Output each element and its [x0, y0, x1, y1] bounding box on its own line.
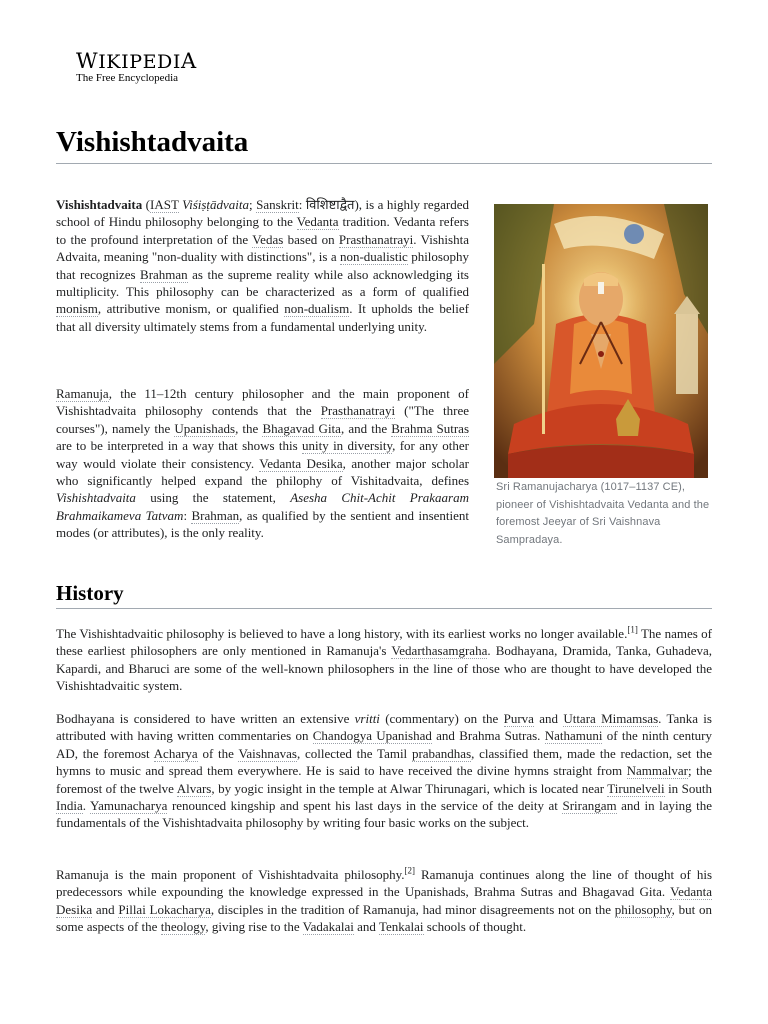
text-run: , as qualified by the sentient and insentient modes (or attributes), is the only reality. [56, 507, 469, 541]
history-paragraph-2 [56, 710, 712, 832]
text-run: . Vishishta Advaita, meaning "non-duality with distinctions", is a [56, 231, 469, 265]
wiki-link[interactable]: Chandogya Upanishad [312, 728, 432, 744]
text-run: , classified them, made the redaction, set the hymns to music and spread them everywhere. He is said to have received the divine hymns straight from [56, 745, 712, 779]
caption-link[interactable]: Sri Ramanujacharya [496, 481, 598, 493]
text-run: philosophy that recognizes [56, 249, 469, 282]
text-run: . Bodhayana, Dramida, Tanka, Guhadeva, Kapardi, and Bharuci are some of the well-known philosophers in the line of those who are thought to have developed the Vishishtadvaitic system. [56, 643, 712, 694]
caption-text: (1017–1137 CE), pioneer of Vishishtadvaita Vedanta and the foremost Jeeyar of Sri Vaishnava Sampradaya. [496, 481, 710, 546]
history-paragraph-3 [56, 866, 712, 936]
wiki-link[interactable]: Acharya [153, 745, 198, 761]
text-run: , giving rise to the [205, 919, 303, 935]
ramanujacharya-image[interactable] [494, 204, 708, 478]
text-run: ; [249, 197, 257, 212]
text-run: : विशिष्टाद्वैत), is a highly regarded school of Hindu philosophy belonging to the [56, 197, 469, 230]
wiki-link[interactable]: Brahman [140, 266, 188, 282]
text-run: Ramanuja continues along the line of thought of his predecessors while expounding the knowledge expressed in the Upanishads, Brahma Sutras and Bhagavad Gita. [56, 867, 712, 900]
wiki-link[interactable]: Prasthanatrayi [320, 403, 396, 419]
wiki-link[interactable]: non-dualistic [339, 249, 408, 265]
text-run: and Brahma Sutras. [431, 728, 545, 744]
bold-term: Vishishtadvaita [56, 197, 143, 212]
wiki-link[interactable]: Brahma Sutras [391, 420, 470, 436]
italic-term: Viśiṣṭādvaita [182, 197, 250, 212]
text-run: using the statement, [135, 490, 291, 506]
wiki-link[interactable]: Prasthanatrayi [338, 231, 414, 247]
text-run: schools of thought. [423, 919, 527, 935]
italic-term: Vishishtadvaita [56, 490, 136, 506]
text-run: , the [235, 420, 263, 436]
text-run: and in laying the fundamentals of the Vishishtadvaita philosophy by writing four basic works on the subject. [56, 798, 713, 831]
wiki-link[interactable]: Purva [503, 711, 534, 726]
text-run: ( [142, 197, 150, 212]
text-run: , disciples in the tradition of Ramanuja, had minor disagreements not on the [210, 901, 615, 917]
wiki-link[interactable]: Brahman [191, 507, 240, 523]
text-run: in South [664, 780, 712, 796]
wiki-link[interactable]: Yamunacharya [90, 798, 168, 814]
wiki-link[interactable]: Nathamuni [544, 728, 603, 744]
wiki-link[interactable]: Srirangam [562, 798, 617, 814]
text-run: ; the foremost of the twelve [56, 763, 712, 796]
text-run: are to be interpreted in a way that shows this [56, 438, 303, 454]
italic-term: vritti [354, 711, 380, 726]
wiki-link[interactable]: Bhagavad Gita [262, 420, 341, 436]
text-run: of the ninth century AD, the foremost [56, 728, 713, 761]
text-run: : [183, 507, 192, 523]
text-run: tradition. Vedanta refers to the profound interpretation of the [56, 214, 469, 247]
citation-link[interactable]: [1] [627, 624, 638, 635]
text-run: , the 11–12th century philosopher and the main proponent of Vishishtadvaita philosophy contends that the [56, 386, 469, 419]
text-run: ("The three courses"), namely the [56, 403, 469, 436]
wiki-link[interactable]: Vedanta [296, 214, 339, 230]
text-run: , and the [340, 420, 392, 436]
text-run: based on [283, 231, 339, 247]
wikipedia-wordmark: WIKIPEDIA [76, 49, 197, 73]
italic-term: Asesha Chit-Achit Prakaaram Brahmaikameva Tatvam [56, 490, 469, 523]
wiki-link[interactable]: Upanishads [174, 420, 236, 436]
text-run: as the supreme reality while also acknowledging its multiplicity. This philosophy can be characterized as a form of qualified [56, 266, 469, 300]
ramanujacharya-painting-icon [494, 204, 708, 478]
text-run: The names of these earliest philosophers are only mentioned in Ramanuja's [56, 626, 712, 659]
text-run: , but on some aspects of the [56, 901, 712, 935]
wikipedia-logo[interactable] [76, 50, 197, 84]
text-run: (commentary) on the [379, 711, 504, 726]
wiki-link[interactable]: Alvars [176, 780, 212, 796]
text-run: , another major scholar who significantly helped expand the philophy of Vishitadvaita, defines [56, 455, 470, 489]
wiki-link[interactable]: Tirunelveli [607, 780, 665, 796]
section-heading-history: History [56, 580, 712, 609]
text-run: , attributive monism, or qualified [97, 301, 285, 317]
citation [405, 866, 416, 876]
intro-paragraph-1 [56, 196, 469, 335]
wiki-link[interactable]: Vedas [252, 231, 284, 247]
wiki-link[interactable]: Uttara Mimamsas [563, 711, 659, 726]
text-run: and [533, 711, 564, 726]
intro-paragraph-2 [56, 385, 469, 542]
wiki-link[interactable]: IAST [150, 197, 179, 212]
wiki-link[interactable]: Vedanta Desika [259, 455, 343, 471]
text-run: and [92, 901, 119, 917]
wiki-link[interactable]: Sanskrit [256, 197, 299, 212]
text-run: . Tanka is attributed with having written commentaries on [56, 711, 712, 744]
wiki-link[interactable]: Vedanta Desika [56, 884, 712, 917]
text-run: , for any other way would violate their consistency. [56, 438, 469, 471]
text-run: . [82, 798, 91, 814]
text-run: and [353, 919, 379, 935]
wiki-link[interactable]: philosophy [614, 901, 672, 917]
wiki-link[interactable]: unity in diversity [302, 438, 393, 454]
citation [627, 625, 638, 635]
image-caption [496, 479, 712, 549]
wiki-link[interactable]: Ramanuja [56, 386, 109, 401]
text-run: Ramanuja is the main proponent of Vishishtadvaita philosophy. [56, 867, 405, 882]
wiki-link[interactable]: Tenkalai [378, 919, 424, 935]
history-paragraph-1 [56, 625, 712, 695]
wiki-link[interactable]: prabandhas [411, 745, 472, 761]
text-run: Bodhayana is considered to have written an extensive [56, 711, 355, 726]
page-title: Vishishtadvaita [56, 124, 712, 164]
citation-link[interactable]: [2] [404, 865, 416, 876]
wiki-link[interactable]: India [56, 798, 83, 814]
text-run: , by yogic insight in the temple at Alwar Thirunagari, which is located near [211, 780, 608, 796]
wiki-link[interactable]: non-dualism [284, 301, 350, 317]
wiki-link[interactable]: Pillai Lokacharya [118, 901, 211, 917]
text-run: . It upholds the belief that all diversity ultimately stems from a fundamental underlying unity. [56, 301, 469, 334]
wiki-link[interactable]: Vaishnavas [238, 745, 297, 761]
text-run: renounced kingship and spent his last days in the service of the deity at [167, 798, 563, 814]
wiki-link[interactable]: Nammalvar [626, 763, 688, 779]
text-run: , collected the Tamil [296, 745, 412, 761]
text-run: of the [197, 745, 239, 761]
wiki-link[interactable]: monism [56, 301, 98, 317]
text-run: The Vishishtadvaitic philosophy is believed to have a long history, with its earliest works no longer available. [56, 626, 628, 641]
wiki-link[interactable]: Vadakalai [302, 919, 354, 935]
wikipedia-tagline: The Free Encyclopedia [76, 72, 179, 84]
wiki-link[interactable]: Vedarthasamgraha [391, 643, 488, 659]
wiki-link[interactable]: theology [160, 919, 206, 935]
